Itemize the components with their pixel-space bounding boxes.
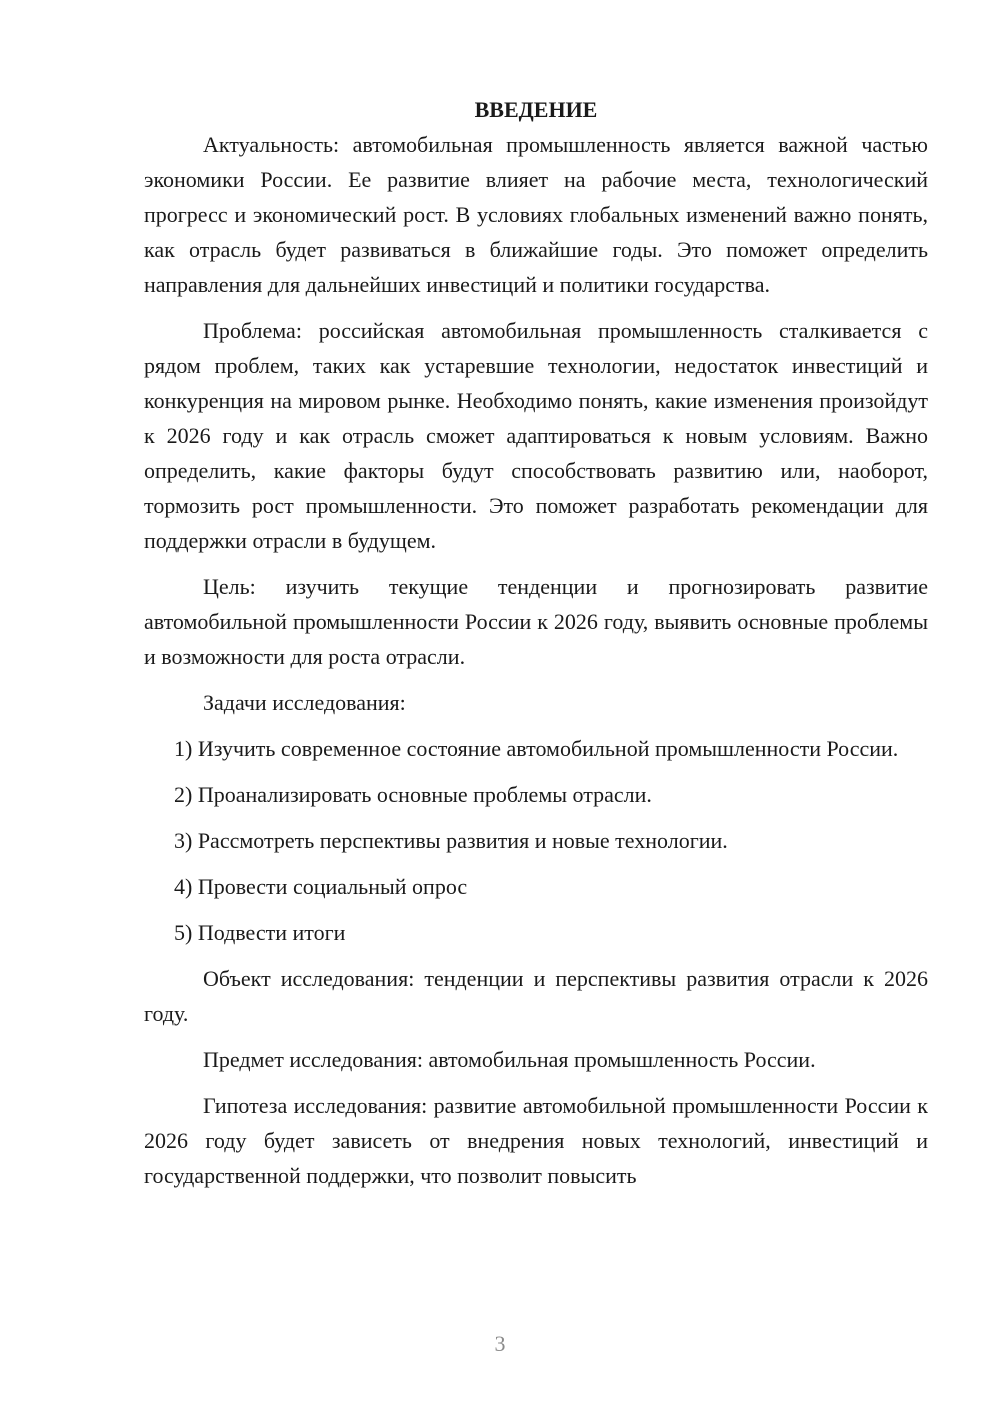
page-content: [144, 92, 928, 1193]
section-title: ВВЕДЕНИЕ: [474, 97, 598, 122]
task-item: 4) Провести социальный опрос: [174, 874, 468, 899]
tasks-heading: Задачи исследования:: [203, 690, 406, 715]
hypothesis-paragraph: Гипотеза исследования: развитие автомобильной промышленности России к 2026 году будет зависеть от внедрения новых технологий, инвестиций и государственной поддержки, что позволит повысить: [144, 1093, 928, 1188]
task-item: 5) Подвести итоги: [174, 920, 346, 945]
task-item: 3) Рассмотреть перспективы развития и новые технологии.: [174, 828, 728, 853]
page-number: 3: [494, 1331, 506, 1356]
subject-paragraph: Предмет исследования: автомобильная промышленность России.: [203, 1047, 816, 1072]
task-item: 1) Изучить современное состояние автомобильной промышленности России.: [174, 736, 899, 761]
problem-paragraph: Проблема: российская автомобильная промышленность сталкивается с рядом проблем, таких как устаревшие технологии, недостаток инвестиций и конкуренция на мировом рынке. Необходимо понять, какие изменения произойдут к 2026 году и как отрасль сможет адаптироваться к новым условиям. Важно определить, какие факторы будут способствовать развитию или, наоборот, тормозить рост промышленности. Это поможет разработать рекомендации для поддержки отрасли в будущем.: [144, 318, 928, 553]
object-paragraph: Объект исследования: тенденции и перспективы развития отрасли к 2026 году.: [144, 966, 928, 1026]
goal-paragraph: Цель: изучить текущие тенденции и прогнозировать развитие автомобильной промышленности России к 2026 году, выявить основные проблемы и возможности для роста отрасли.: [144, 574, 928, 669]
relevance-paragraph: Актуальность: автомобильная промышленность является важной частью экономики России. Ее развитие влияет на рабочие места, технологический прогресс и экономический рост. В условиях глобальных изменений важно понять, как отрасль будет развиваться в ближайшие годы. Это поможет определить направления для дальнейших инвестиций и политики государства.: [144, 132, 928, 297]
task-item: 2) Проанализировать основные проблемы отрасли.: [174, 782, 652, 807]
